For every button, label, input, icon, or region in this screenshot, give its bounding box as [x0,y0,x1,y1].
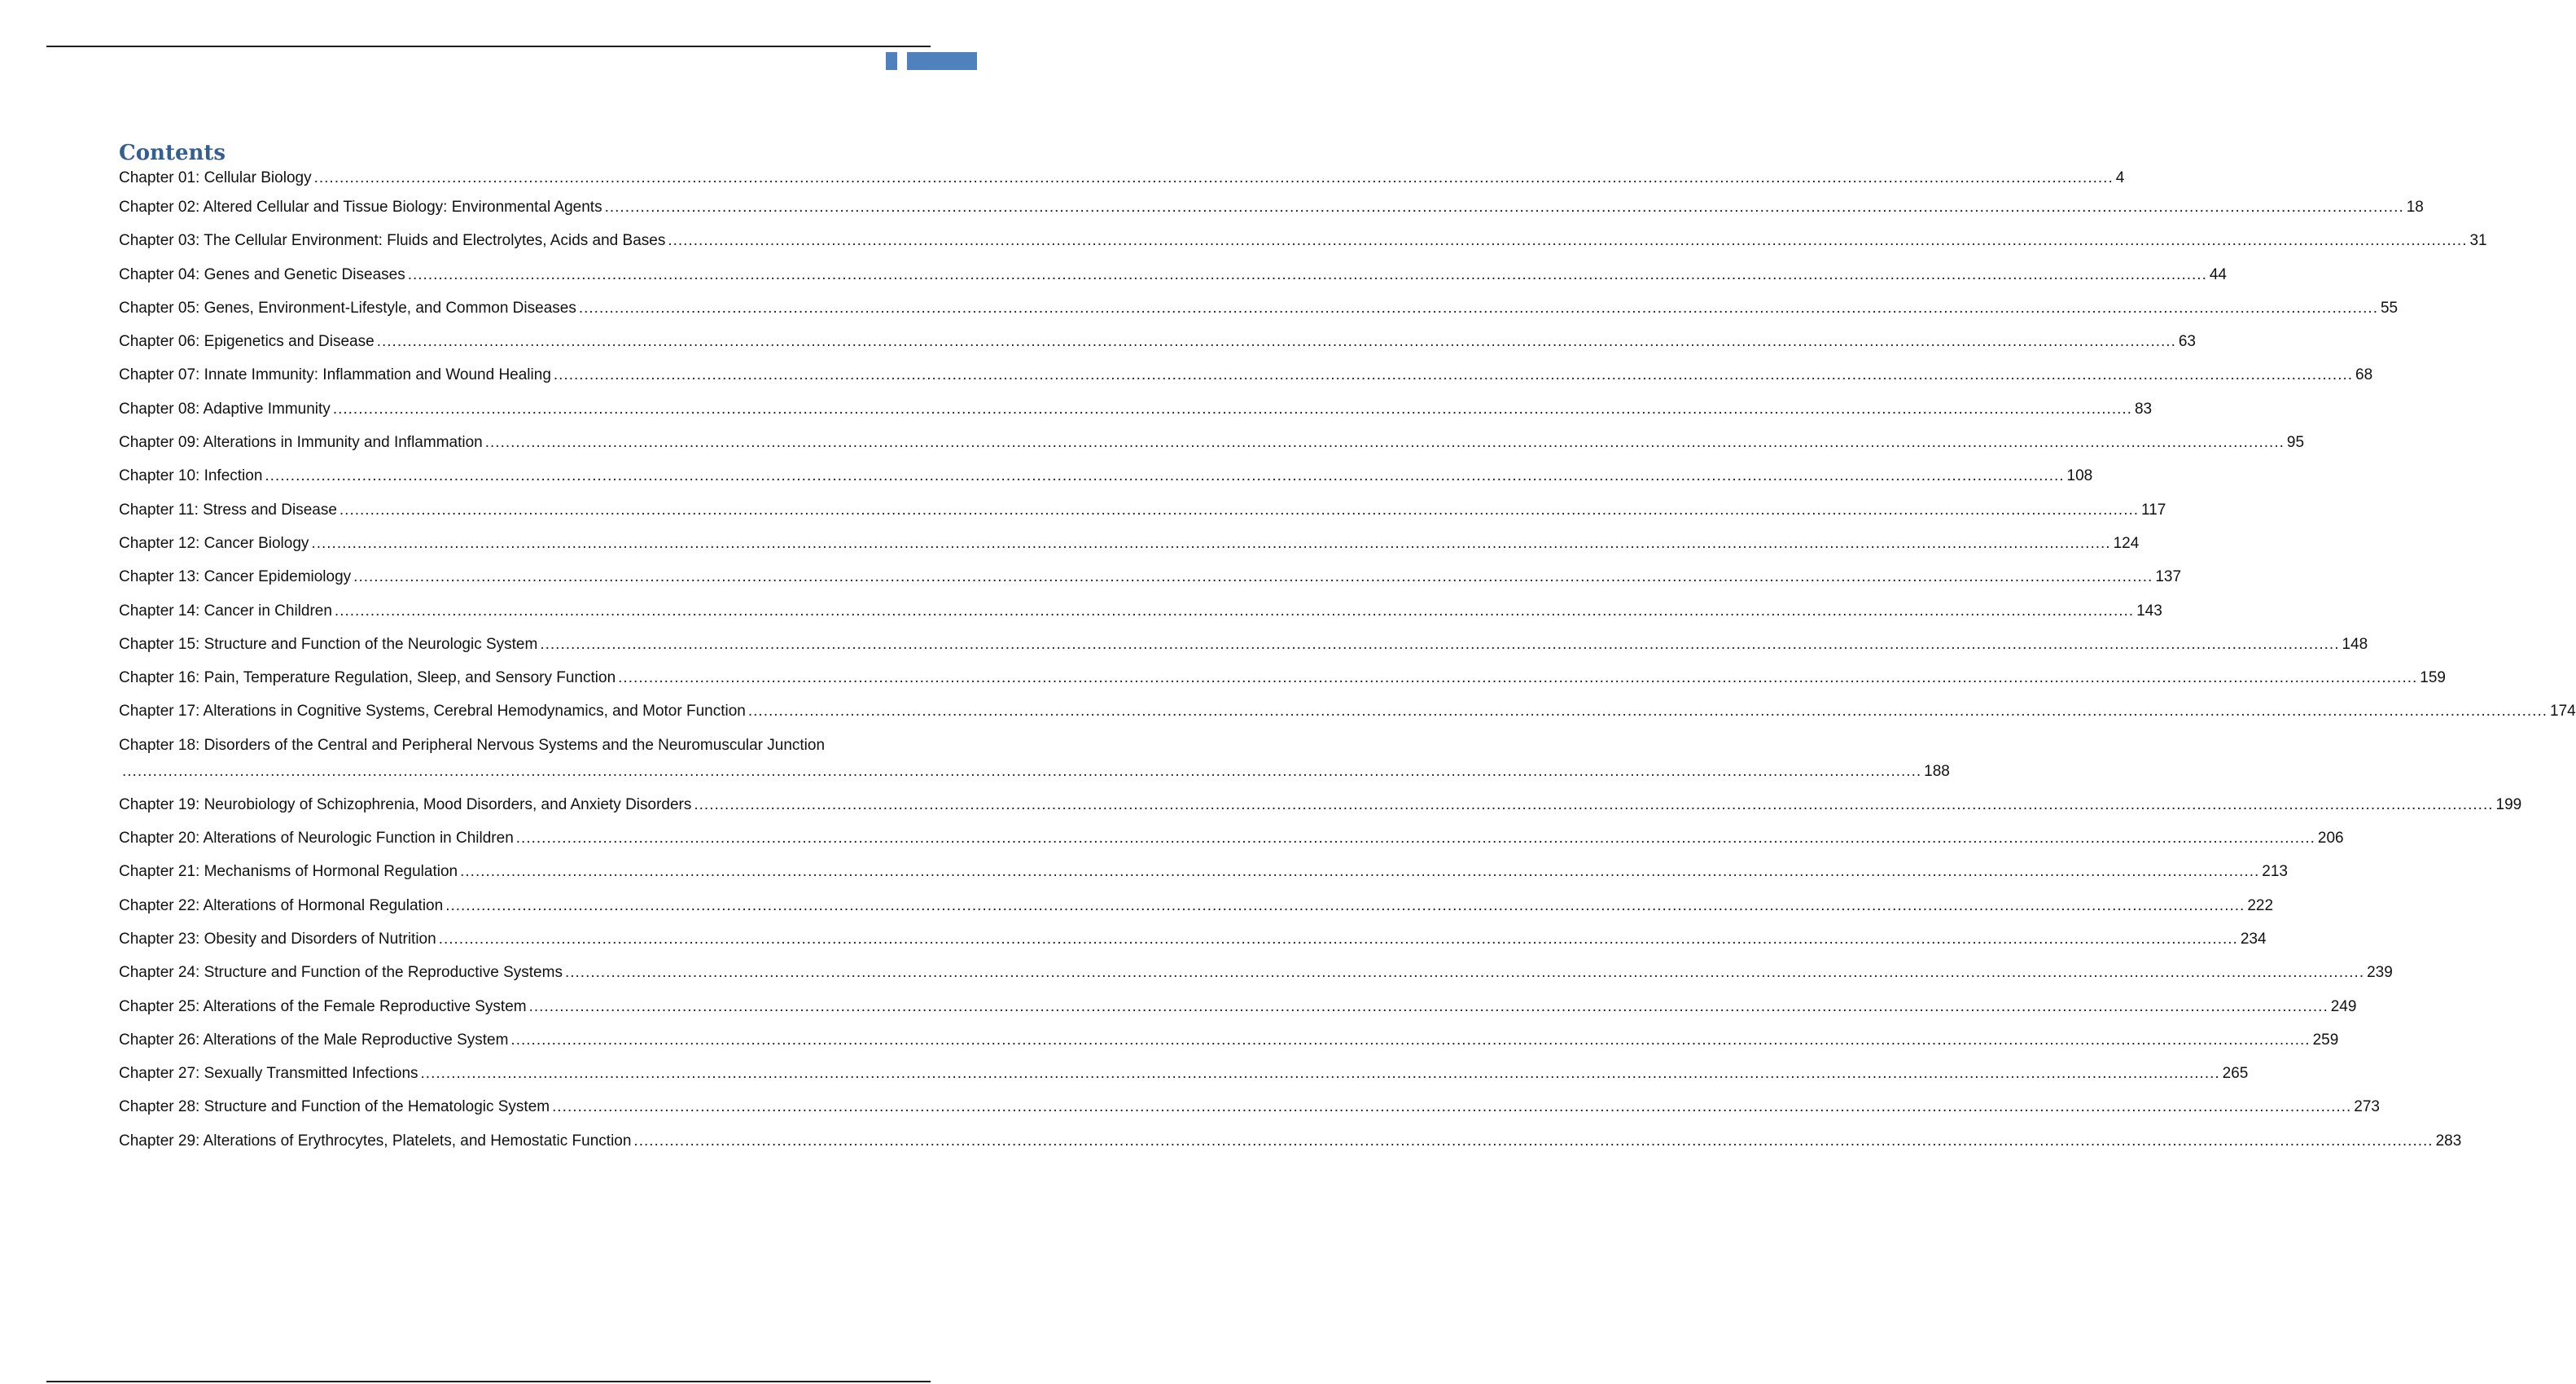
toc-entry-title: Chapter 17: Alterations in Cognitive Systems, Cerebral Hemodynamics, and Motor Function [119,703,746,720]
toc-dot-leader [668,232,2467,250]
toc-entry-title: Chapter 23: Obesity and Disorders of Nutrition [119,930,436,948]
toc-entry[interactable] [119,568,2182,602]
toc-dot-leader [122,763,1921,781]
toc-dot-leader [579,300,2378,318]
footer-rule [46,1381,931,1382]
toc-dot-leader [552,1098,2351,1116]
toc-entry-title: Chapter 20: Alterations of Neurologic Function in Children [119,830,514,847]
header-accent-block-large [907,52,977,70]
toc-entry-title: Chapter 03: The Cellular Environment: Fluids and Electrolytes, Acids and Bases [119,232,666,250]
toc-entry-title: Chapter 02: Altered Cellular and Tissue Biology: Environmental Agents [119,199,602,216]
toc-entry[interactable] [119,930,2267,964]
toc-entry[interactable] [119,265,2227,300]
toc-entry-page-number: 159 [2420,669,2446,687]
toc-entry-page-number: 199 [2495,795,2522,813]
toc-entry-page-number: 174 [2550,703,2576,720]
toc-dot-leader [311,535,2110,553]
toc-entry-page-number: 117 [2141,501,2166,519]
toc-entry[interactable] [119,736,1950,796]
toc-entry-page-number: 95 [2286,434,2305,452]
toc-entry-title: Chapter 04: Genes and Genetic Diseases [119,265,405,283]
toc-dot-leader [485,434,2285,452]
toc-entry[interactable] [119,366,2373,400]
toc-entry[interactable] [119,232,2487,265]
toc-entry-page-number: 18 [2406,199,2424,216]
toc-entry-page-number: 31 [2469,232,2487,250]
toc-entry[interactable] [119,169,2125,199]
toc-entry-page-number: 143 [2136,602,2162,620]
toc-entry[interactable] [119,333,2196,366]
toc-entry[interactable] [119,964,2393,997]
toc-entry[interactable] [119,467,2093,501]
toc-entry[interactable] [119,299,2399,333]
toc-entry-page-number: 63 [2178,333,2196,351]
toc-entry[interactable] [119,602,2162,636]
toc-entry-page-number: 222 [2247,896,2274,914]
toc-dot-leader [314,169,2114,187]
toc-entry-page-number: 273 [2354,1098,2380,1116]
toc-entry-page-number: 4 [2115,169,2125,186]
toc-entry-title: Chapter 08: Adaptive Immunity [119,400,331,418]
toc-entry[interactable] [119,669,2446,703]
toc-entry[interactable] [119,830,2344,863]
header-rule [46,46,931,47]
header-accent-block-small [886,52,897,70]
toc-entry[interactable] [119,1132,2462,1166]
toc-dot-leader [333,401,2132,418]
toc-entry-page-number: 68 [2355,366,2373,384]
toc-entry-page-number: 213 [2262,863,2288,881]
toc-dot-leader [510,1031,2310,1049]
toc-entry[interactable] [119,863,2288,896]
toc-dot-leader [353,568,2153,586]
toc-entry-page-number: 108 [2066,467,2093,485]
toc-entry-title: Chapter 09: Alterations in Immunity and Inflammation [119,434,483,452]
toc-list [119,169,2576,1166]
toc-entry-title: Chapter 14: Cancer in Children [119,602,332,620]
toc-entry[interactable] [119,795,2522,830]
toc-entry-title: Chapter 27: Sexually Transmitted Infections [119,1065,418,1083]
toc-entry[interactable] [119,1065,2249,1098]
toc-entry-title: Chapter 01: Cellular Biology [119,169,312,186]
toc-entry[interactable] [119,896,2274,931]
toc-dot-leader [605,199,2404,217]
toc-entry-page-number: 55 [2380,299,2399,317]
toc-dot-leader [377,333,2176,351]
toc-entry-title: Chapter 12: Cancer Biology [119,534,309,552]
toc-entry-title: Chapter 22: Alterations of Hormonal Regulation [119,896,444,914]
toc-dot-leader [445,897,2245,915]
toc-dot-leader [340,501,2139,519]
toc-dot-leader [748,703,2548,720]
toc-dot-leader [439,931,2238,948]
toc-entry-title: Chapter 29: Alterations of Erythrocytes, Platelets, and Hemostatic Function [119,1132,632,1150]
toc-entry[interactable] [119,434,2305,467]
toc-entry[interactable] [119,400,2153,434]
toc-entry-title: Chapter 10: Infection [119,467,263,485]
toc-entry[interactable] [119,635,2368,669]
toc-entry-page-number: 239 [2367,964,2393,982]
toc-entry-title: Chapter 26: Alterations of the Male Reproductive System [119,1031,509,1049]
toc-entry[interactable] [119,703,2576,736]
toc-entry-page-number: 283 [2435,1132,2462,1150]
toc-dot-leader [516,830,2315,847]
toc-entry-page-number: 148 [2342,635,2368,653]
toc-entry-page-number: 206 [2317,830,2344,847]
toc-entry-page-number: 124 [2113,534,2140,552]
toc-entry-page-number: 83 [2134,400,2153,418]
toc-entry[interactable] [119,501,2166,535]
toc-dot-leader [694,796,2493,814]
toc-entry-title: Chapter 07: Innate Immunity: Inflammation and Wound Healing [119,366,551,384]
toc-entry-page-number: 259 [2312,1031,2339,1049]
toc-dot-leader [618,669,2417,687]
toc-dot-leader [408,266,2207,284]
toc-entry-title: Chapter 05: Genes, Environment-Lifestyle, and Common Diseases [119,299,576,317]
toc-dot-leader [335,602,2134,620]
table-of-contents [119,138,2576,1166]
toc-dot-leader [529,998,2328,1016]
toc-entry-title: Chapter 16: Pain, Temperature Regulation, Sleep, and Sensory Function [119,669,616,687]
toc-entry-title: Chapter 21: Mechanisms of Hormonal Regulation [119,863,458,881]
toc-entry-page-number: 137 [2155,568,2182,586]
toc-entry-title: Chapter 11: Stress and Disease [119,501,337,519]
toc-entry[interactable] [119,199,2424,232]
toc-entry-title: Chapter 19: Neurobiology of Schizophrenia, Mood Disorders, and Anxiety Disorders [119,795,692,813]
toc-entry-title: Chapter 18: Disorders of the Central and Peripheral Nervous Systems and the Neuromuscular Junction [119,736,826,754]
toc-entry-continuation [119,762,1950,781]
toc-entry-title: Chapter 13: Cancer Epidemiology [119,568,352,586]
toc-entry-page-number: 188 [1924,762,1950,780]
toc-entry-page-number: 249 [2330,997,2357,1015]
toc-entry[interactable] [119,1031,2339,1065]
toc-entry[interactable] [119,534,2140,568]
toc-dot-leader [633,1132,2433,1150]
toc-entry[interactable] [119,1098,2380,1132]
toc-entry-title: Chapter 15: Structure and Function of the Neurologic System [119,635,538,653]
toc-entry-title: Chapter 28: Structure and Function of the Hematologic System [119,1098,550,1116]
toc-dot-leader [460,863,2259,881]
toc-dot-leader [554,366,2353,384]
toc-dot-leader [265,467,2064,485]
toc-dot-leader [421,1065,2220,1083]
toc-dot-leader [565,964,2364,982]
toc-entry[interactable] [119,997,2357,1031]
toc-entry-title: Chapter 06: Epigenetics and Disease [119,333,375,351]
toc-dot-leader [540,636,2339,654]
toc-entry-title: Chapter 24: Structure and Function of the Reproductive Systems [119,964,563,982]
toc-entry-title: Chapter 25: Alterations of the Female Reproductive System [119,997,527,1015]
toc-entry-page-number: 44 [2209,265,2227,283]
toc-entry-page-number: 234 [2240,930,2267,948]
contents-heading: Contents [119,141,226,165]
toc-entry-page-number: 265 [2222,1065,2249,1083]
